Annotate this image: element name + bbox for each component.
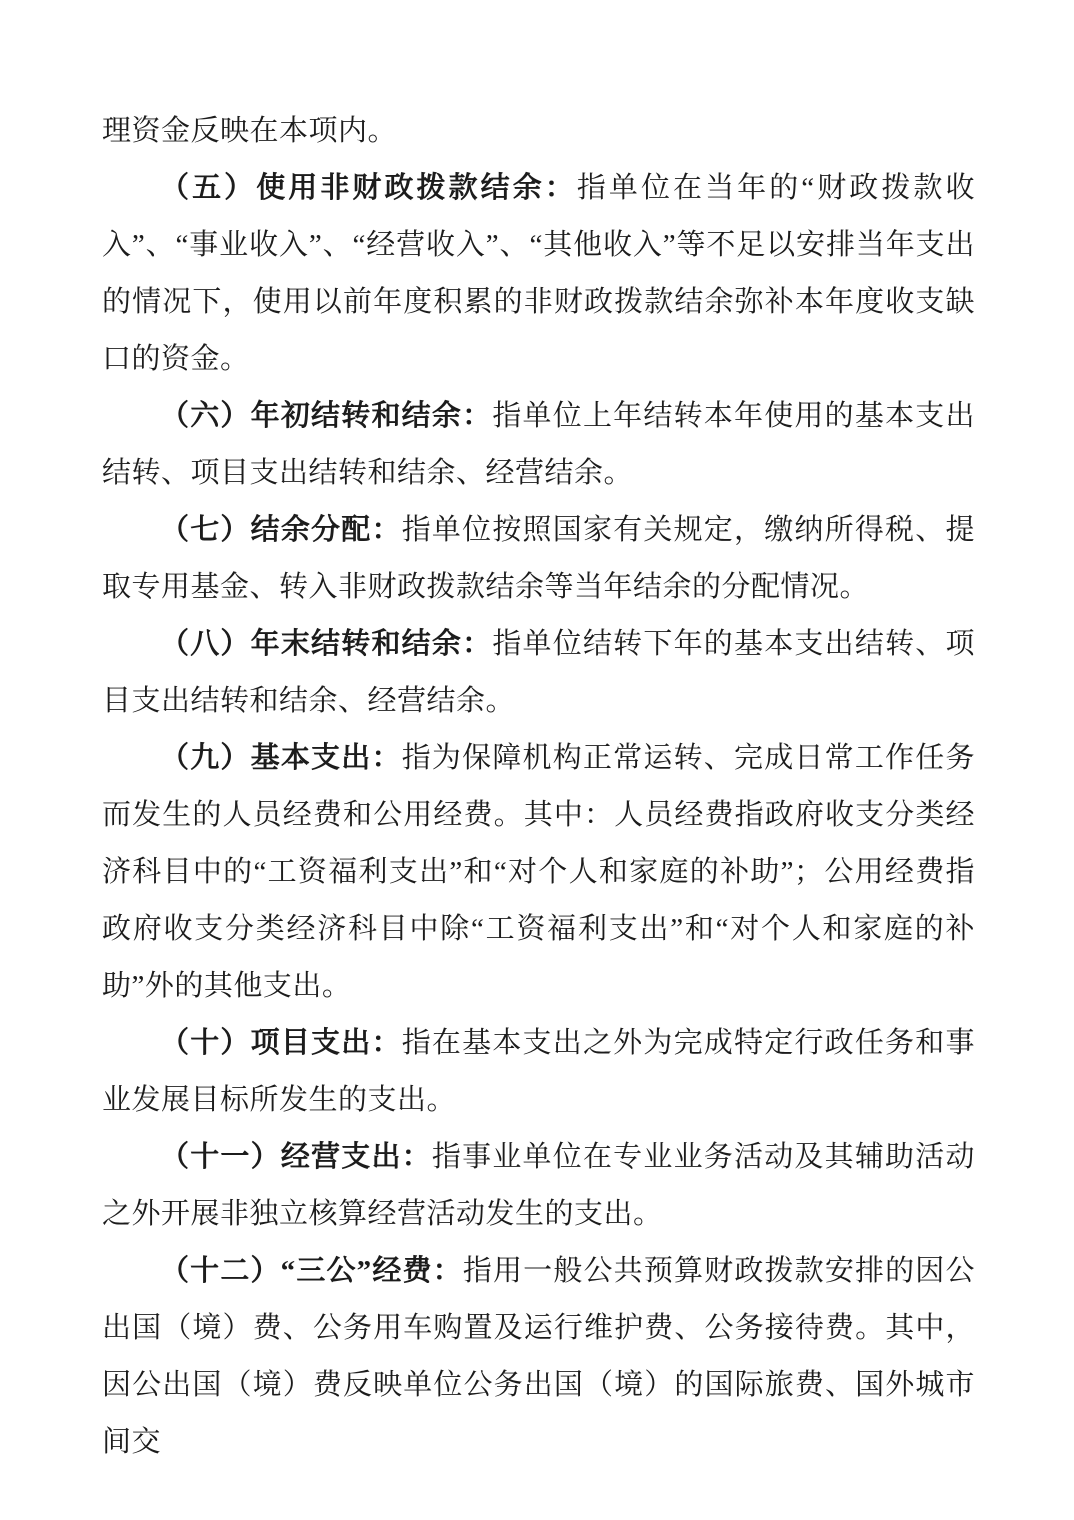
paragraph-continuation: 理资金反映在本项内。 bbox=[102, 115, 398, 147]
paragraph-term-8 bbox=[102, 616, 975, 730]
term-label-5: （五）使用非财政拨款结余： bbox=[160, 172, 577, 204]
paragraph-term-9 bbox=[102, 730, 975, 1015]
term-definition-11: 指事业单位在专业业务活动及其辅助活动之外开展非独立核算经营活动发生的支出。 bbox=[102, 1141, 975, 1230]
paragraph-term-10 bbox=[102, 1015, 975, 1129]
paragraph-term-7 bbox=[102, 502, 975, 616]
term-label-12: （十二）“三公”经费： bbox=[160, 1255, 463, 1287]
term-definition-8: 指单位结转下年的基本支出结转、项目支出结转和结余、经营结余。 bbox=[102, 628, 975, 717]
paragraph-term-5 bbox=[102, 160, 975, 388]
term-definition-10: 指在基本支出之外为完成特定行政任务和事业发展目标所发生的支出。 bbox=[102, 1027, 975, 1116]
term-definition-7: 指单位按照国家有关规定，缴纳所得税、提取专用基金、转入非财政拨款结余等当年结余的分配情况。 bbox=[102, 514, 975, 603]
term-label-7: （七）结余分配： bbox=[160, 514, 402, 546]
paragraph-term-6 bbox=[102, 388, 975, 502]
term-label-11: （十一）经营支出： bbox=[160, 1141, 432, 1173]
term-definition-6: 指单位上年结转本年使用的基本支出结转、项目支出结转和结余、经营结余。 bbox=[102, 400, 975, 489]
term-label-9: （九）基本支出： bbox=[160, 742, 402, 774]
term-label-8: （八）年末结转和结余： bbox=[160, 628, 493, 660]
paragraph-term-11 bbox=[102, 1129, 975, 1243]
term-definition-9: 指为保障机构正常运转、完成日常工作任务而发生的人员经费和公用经费。其中：人员经费指政府收支分类经济科目中的“工资福利支出”和“对个人和家庭的补助”；公用经费指政府收支分类经济科目中除“工资福利支出”和“对个人和家庭的补助”外的其他支出。 bbox=[102, 742, 975, 1002]
term-definition-12: 指用一般公共预算财政拨款安排的因公出国（境）费、公务用车购置及运行维护费、公务接待费。其中，因公出国（境）费反映单位公务出国（境）的国际旅费、国外城市间交 bbox=[102, 1255, 975, 1458]
term-label-6: （六）年初结转和结余： bbox=[160, 400, 493, 432]
paragraph-term-12 bbox=[102, 1243, 975, 1471]
term-definition-5: 指单位在当年的“财政拨款收入”、“事业收入”、“经营收入”、“其他收入”等不足以安排当年支出的情况下，使用以前年度积累的非财政拨款结余弥补本年度收支缺口的资金。 bbox=[102, 172, 975, 375]
term-label-10: （十）项目支出： bbox=[160, 1027, 402, 1059]
